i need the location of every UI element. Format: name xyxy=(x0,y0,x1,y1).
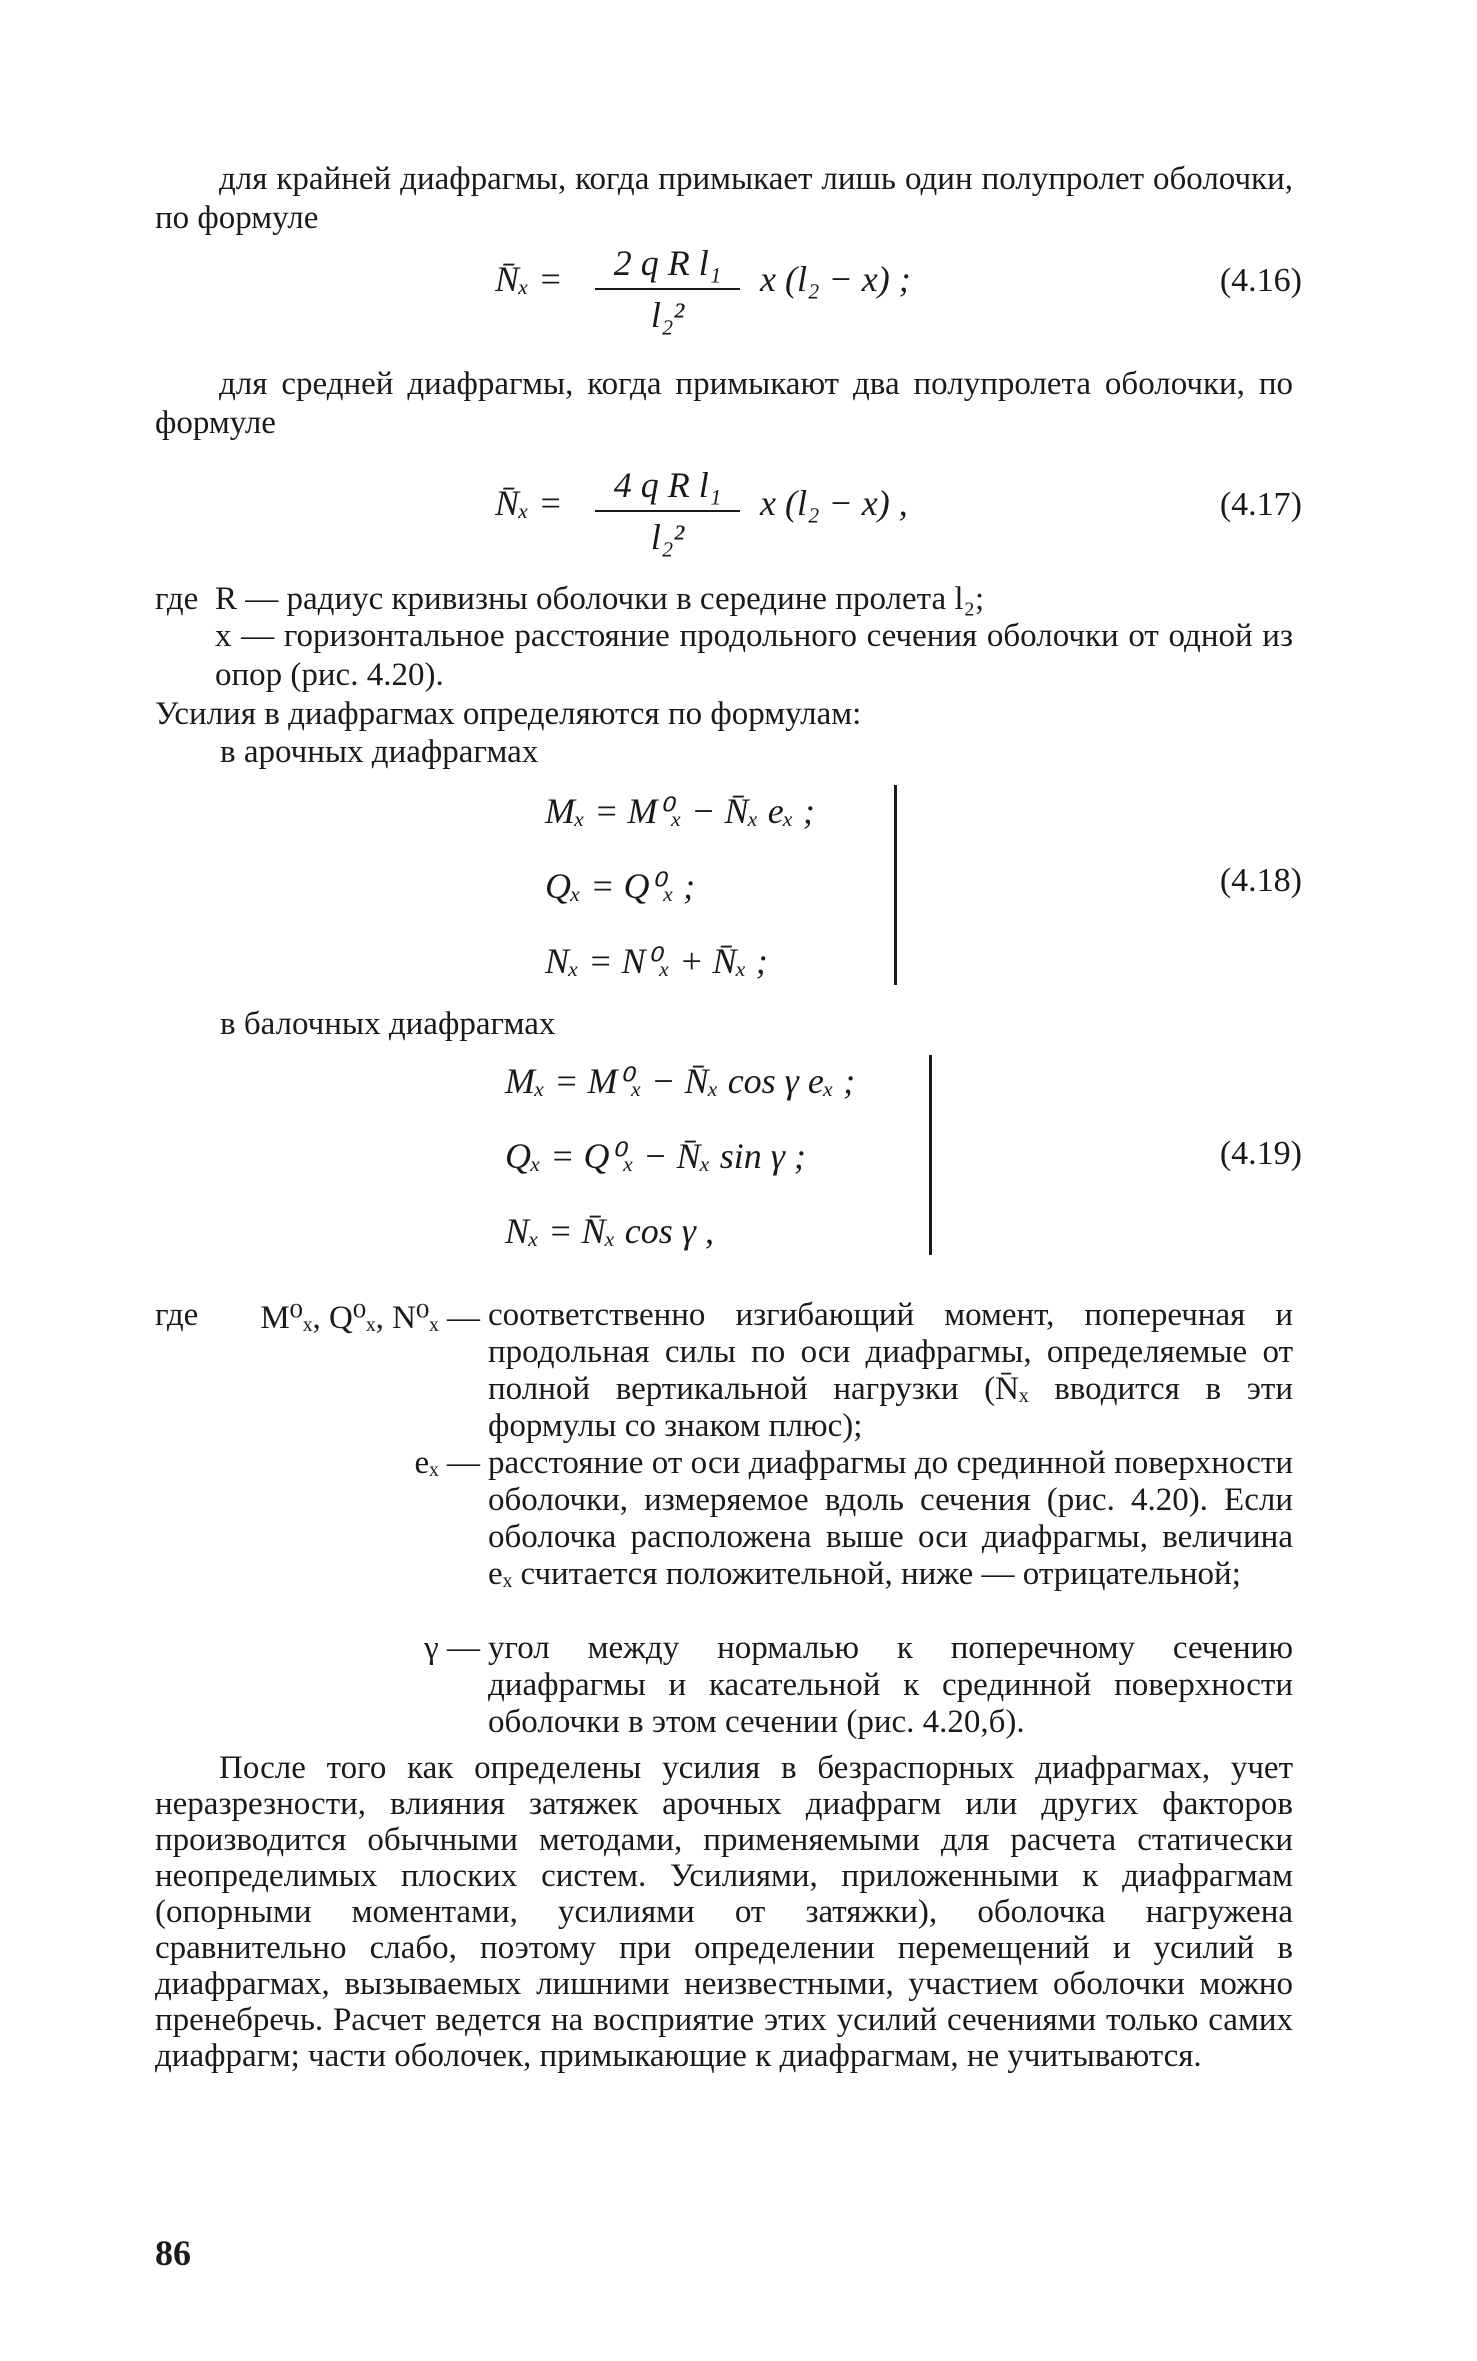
equation-number: (4.19) xyxy=(1219,1135,1302,1172)
eq-rest: x (l₂ − x) , xyxy=(760,483,908,523)
definition-label: eₓ — xyxy=(414,1445,480,1481)
eq-fraction xyxy=(595,242,740,336)
definition-text: угол между нормалью к поперечному сечению диафрагмы и касательной к срединной поверхности оболочки в этом сечении (рис. 4.20,б). xyxy=(488,1630,1293,1740)
where-label: где xyxy=(155,1297,199,1333)
definition-x: x — горизонтальное расстояние продольного сечения оболочки от одной из опор (рис. 4.20). xyxy=(215,618,1293,693)
right-brace xyxy=(880,785,897,985)
eq-lhs: N̄ₓ = xyxy=(495,483,563,523)
eq-line: Qₓ = Q⁰ₓ ; xyxy=(545,866,696,906)
right-brace xyxy=(915,1055,932,1255)
equation-number: (4.17) xyxy=(1219,486,1302,523)
eq-line: Mₓ = M⁰ₓ − N̄ₓ eₓ ; xyxy=(545,791,815,831)
paragraph-forces: Усилия в диафрагмах определяются по формулам: xyxy=(155,696,862,732)
paragraph-edge-diaphragm: для крайней диафрагмы, когда примыкает лишь один полупролет оболочки, по формуле xyxy=(155,161,1293,236)
eq-denominator: l₂² xyxy=(650,295,685,335)
equation-number: (4.16) xyxy=(1219,262,1302,299)
eq-numerator: 4 q R l₁ xyxy=(613,465,722,505)
eq-denominator: l₂² xyxy=(650,517,685,557)
eq-line: Qₓ = Q⁰ₓ − N̄ₓ sin γ ; xyxy=(505,1136,806,1176)
eq-fraction xyxy=(595,464,740,558)
definition-label: M⁰ₓ, Q⁰ₓ, N⁰ₓ — xyxy=(260,1300,480,1336)
paragraph-conclusion: После того как определены усилия в безраспорных диафрагмах, учет неразрезности, влияния затяжек арочных диафрагм или других факторов производится обычными методами, применяемыми для расчета статически неопределимых плоских систем. Усилиями, приложенными к диафрагмам (опорными моментами, усилиями от затяжки), оболочка нагружена сравнительно слабо, поэтому при определении перемещений и усилий в диафрагмах, вызываемых лишними неизвестными, участием оболочки можно пренебречь. Расчет ведется на восприятие этих усилий сечениями только самих диафрагм; части оболочек, примыкающие к диафрагмам, не учитываются. xyxy=(155,1750,1293,2074)
paragraph-middle-diaphragm: для средней диафрагмы, когда примыкают два полупролета оболочки, по формуле xyxy=(155,366,1293,441)
eq-line: Nₓ = N̄ₓ cos γ , xyxy=(505,1211,714,1251)
subheading-arch: в арочных диафрагмах xyxy=(220,734,539,770)
fraction-bar xyxy=(595,510,740,512)
subheading-beam: в балочных диафрагмах xyxy=(220,1006,556,1042)
where-label: где xyxy=(155,581,199,617)
eq-lhs: N̄ₓ = xyxy=(495,259,563,299)
eq-numerator: 2 q R l₁ xyxy=(613,243,722,283)
definition-R: R — радиус кривизны оболочки в середине пролета l₂; xyxy=(215,581,985,617)
eq-line: Mₓ = M⁰ₓ − N̄ₓ cos γ eₓ ; xyxy=(505,1061,856,1101)
eq-line: Nₓ = N⁰ₓ + N̄ₓ ; xyxy=(545,941,768,981)
equation-number: (4.18) xyxy=(1219,862,1302,899)
fraction-bar xyxy=(595,288,740,290)
definition-text: расстояние от оси диафрагмы до срединной поверхности оболочки, измеряемое вдоль сечения (рис. 4.20). Если оболочка расположена выше оси диафрагмы, величина eₓ считается положительной, ниже — отрицательной; xyxy=(488,1445,1293,1592)
eq-rest: x (l₂ − x) ; xyxy=(760,259,911,299)
definition-label: γ — xyxy=(424,1630,480,1666)
page-number: 86 xyxy=(155,2233,191,2273)
definition-text: соответственно изгибающий момент, поперечная и продольная силы по оси диафрагмы, определяемые от полной вертикальной нагрузки (N̄ₓ вводится в эти формулы со знаком плюс); xyxy=(488,1297,1293,1444)
